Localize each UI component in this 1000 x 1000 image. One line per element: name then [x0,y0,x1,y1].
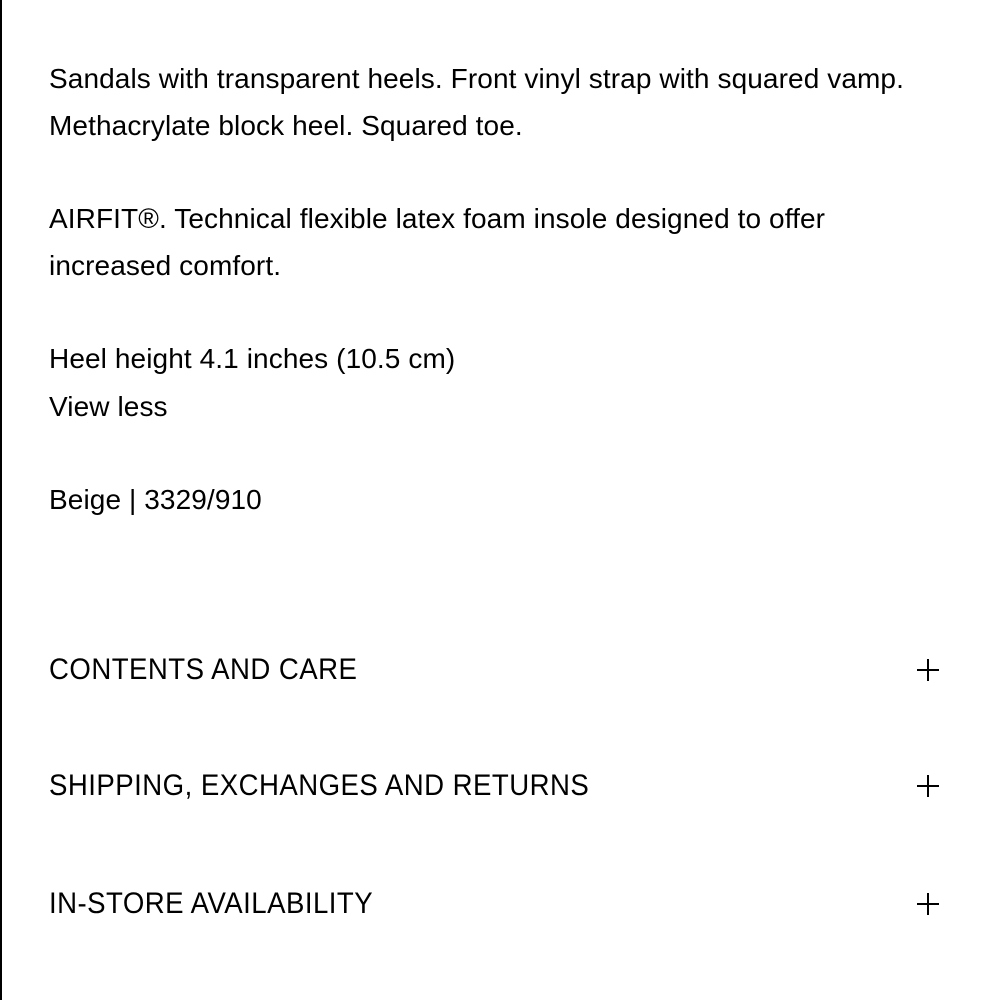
description-line-4: increased comfort. [49,250,282,281]
description-line-2: Methacrylate block heel. Squared toe. [49,110,523,141]
plus-icon[interactable] [917,893,939,915]
accordion-contents-and-care[interactable] [49,645,939,695]
accordion-title: CONTENTS AND CARE [49,653,358,686]
accordion-in-store-availability[interactable] [49,879,939,929]
accordion-title: SHIPPING, EXCHANGES AND RETURNS [49,769,590,802]
description-line-3: AIRFIT®. Technical flexible latex foam insole designed to offer [49,203,826,234]
left-border-line [0,0,2,1000]
heel-height-text: Heel height 4.1 inches (10.5 cm) [49,343,456,374]
view-less-link[interactable]: View less [49,391,168,422]
description-line-1: Sandals with transparent heels. Front vinyl strap with squared vamp. [49,63,904,94]
accordion-shipping-exchanges-returns[interactable] [49,761,939,811]
plus-icon[interactable] [917,659,939,681]
color-reference: Beige | 3329/910 [49,484,262,515]
accordion-title: IN-STORE AVAILABILITY [49,887,374,920]
plus-icon[interactable] [917,775,939,797]
